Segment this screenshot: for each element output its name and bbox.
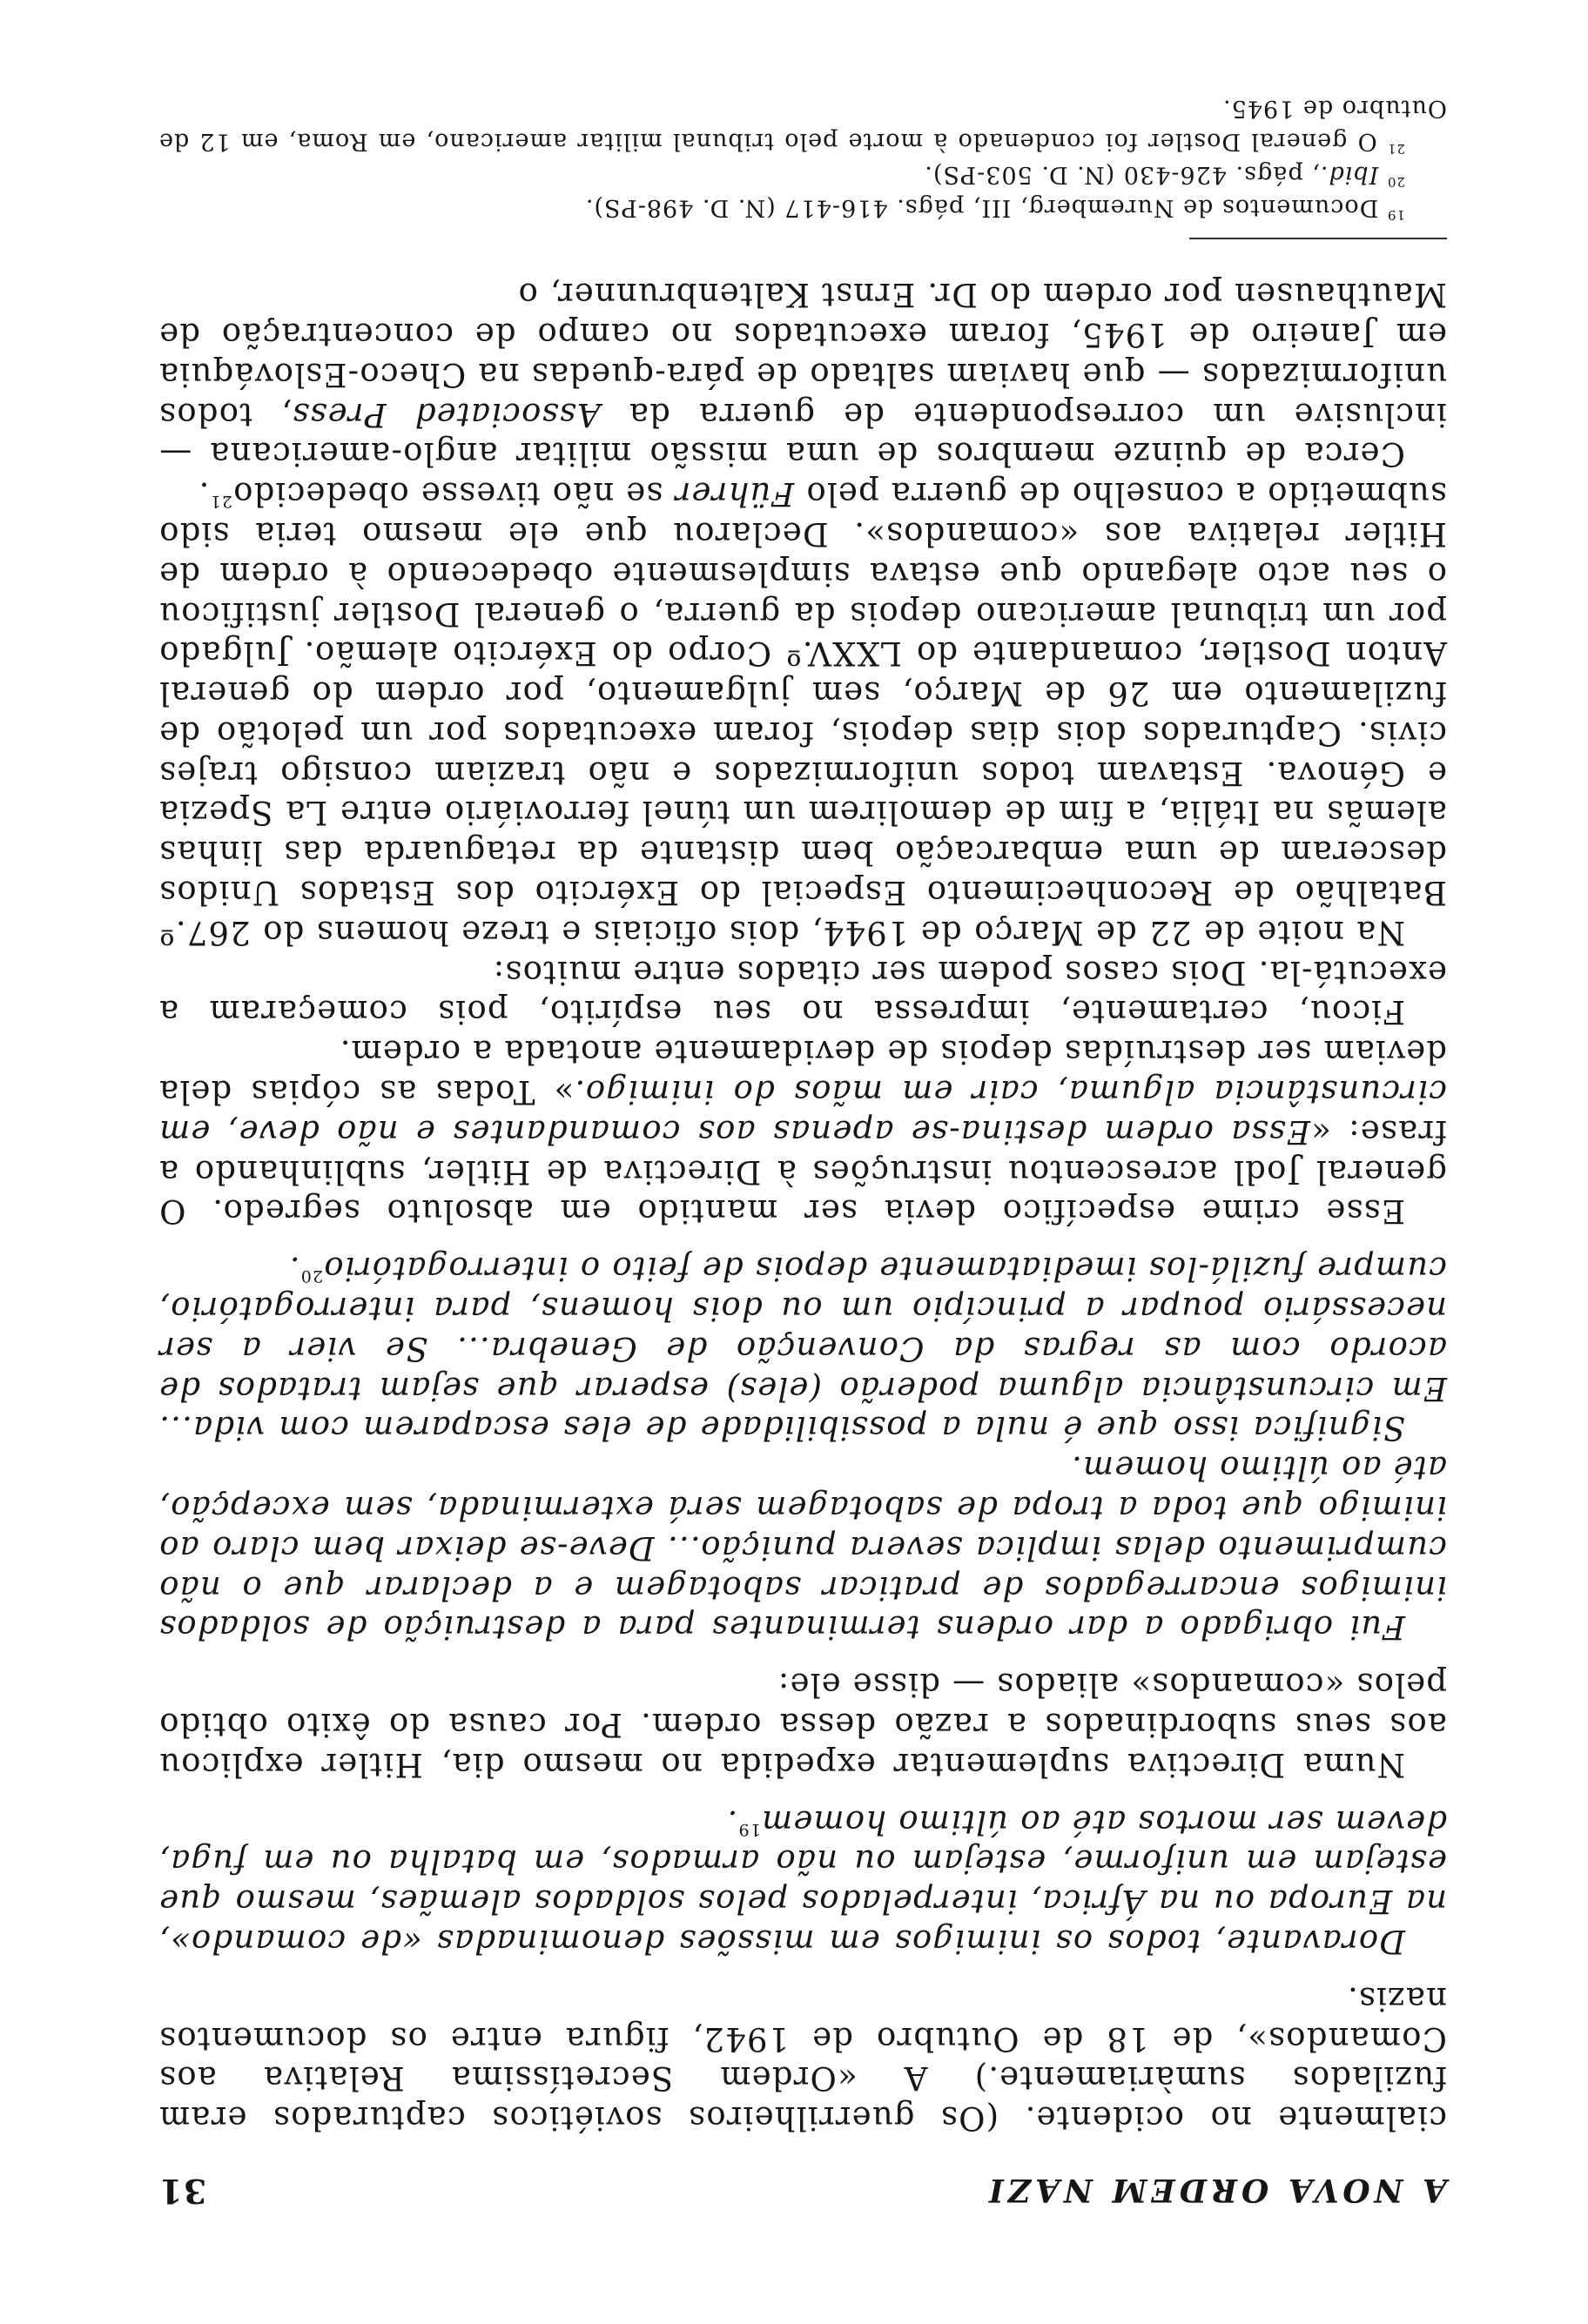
footnote-21 xyxy=(158,91,1447,158)
paragraph-6 xyxy=(158,274,1447,474)
paragraph-5 xyxy=(158,474,1447,952)
footnote-ref-19: 19 xyxy=(737,1819,761,1839)
paragraph-5-mid: se não tivesse obedecido xyxy=(232,475,675,514)
footnote-20-text: , págs. 426-430 (N. D. 503-PS). xyxy=(924,161,1320,189)
quote-1-text xyxy=(158,1802,1447,1961)
quote-1-body: Doravante, todos os inimigos em missões denominadas «de comando», na Europa ou na África, interpelados pelos soldados alemães, mesmo que estejam em uniforme, estejam ou não armados, em batalha ou em fuga, devem ser mortos até ao último homem xyxy=(158,1803,1447,1961)
quote-2-body: Significa isso que é nula a possibilidade de eles escaparem com vida... Em circunstância alguma poderão (eles) esperar que sejam tratados de acordo com as regras da Convenção de Genebra... Se vier a ser necessário poupar a princípio um ou dois homens, para interrogatório, cumpre fuzilá-los imediatamente depois de feito o interrogatório xyxy=(158,1250,1447,1447)
footnote-ref-20: 20 xyxy=(299,1266,324,1286)
running-head xyxy=(158,2169,1447,2211)
quote-2-paragraph-1: Fui obrigado a dar ordens terminantes para a destruição de soldados inimigos encarregados de praticar sabotagem e a declarar que o não cumprimento delas implica severa punição... Deve-se deixar bem claro ao inimigo que toda a tropa de sabotagem será exterminada, sem excepção, até ao último homem. xyxy=(158,1449,1447,1647)
paragraph-6-start: Cerca de quinze membros de uma missão militar anglo-americana — inclusive um correspondente de guerra da xyxy=(158,395,1447,474)
footnote-19-text: Documentos de Nuremberg, III, págs. 416-417 (N. D. 498-PS). xyxy=(584,194,1379,222)
footnote-21-number: 21 xyxy=(1386,141,1405,158)
quote-2-end: . xyxy=(288,1250,300,1288)
footnotes xyxy=(158,91,1447,224)
paragraph-5-end: . xyxy=(198,475,210,514)
quote-1-end: . xyxy=(726,1803,738,1841)
footnote-19-number: 19 xyxy=(1386,207,1405,224)
paragraph-6-end: , todos uniformizados — que haviam saltado de pára-quedas na Checo-Eslováquia em Janeiro de 1945, foram executados no campo de concentração de Mauthausen por ordem do Dr. Ernst Kaltenbrunner, o xyxy=(158,276,1447,433)
paragraph-3-end: » Todas as cópias dela deviam ser destruídas depois de devidamente anotada a ordem. xyxy=(158,1033,1447,1112)
footnote-ref-21: 21 xyxy=(209,492,232,512)
block-quote-1 xyxy=(158,1802,1447,1961)
footnote-separator xyxy=(1189,238,1447,239)
page-content xyxy=(158,91,1447,2211)
paragraph-5-start: Na noite de 22 de Março de 1944, dois oficiais e treze homens do 267.º Batalhão de Reconhecimento Especial do Exército dos Estados Unidos desceram de uma embarcação bem distante da retaguarda das linhas alemãs na Itália, a fim de demolirem um túnel ferroviário entre La Spezia e Génova. Estavam todos uniformizados e não traziam consigo trajes civis. Capturados dois dias depois, foram executados por um pelotão de fuzilamento em 26 de Março, sem julgamento, por ordem do general Anton Dostler, comandante do LXXV.º Corpo do Exército alemão. Julgado por um tribunal americano depois da guerra, o general Dostler justificou o seu acto alegando que estava simplesmente obedecendo à ordem de Hitler relativa aos «comandos». Declarou que ele mesmo teria sido submetido a conselho de guerra pelo xyxy=(158,475,1447,951)
running-title: A NOVA ORDEM NAZI xyxy=(985,2172,1447,2208)
footnote-20-ibid: Ibid. xyxy=(1319,161,1379,189)
page-number: 31 xyxy=(158,2172,207,2211)
paragraph-1: cialmente no ocidente. (Os guerrilheiros soviéticos capturados eram fuzilados sumàriamente.) A «Ordem Secretíssima Relativa aos Comandos», de 18 de Outubro de 1942, figura entre os documentos nazis. xyxy=(158,1979,1447,2138)
paragraph-3-start: Esse crime específico devia ser mantido em absoluto segredo. O general Jodl acrescentou instruções à Directiva de Hitler, sublinhando a frase: « xyxy=(158,1112,1447,1231)
quote-2-paragraph-2 xyxy=(158,1248,1447,1447)
paragraph-3 xyxy=(158,1031,1447,1231)
footnote-20 xyxy=(158,158,1447,191)
paragraph-6-emphasis: Associated Press xyxy=(292,395,601,433)
footnote-21-text: O general Dostler foi condenado à morte pelo tribunal militar americano, em Roma, em 12 de Outubro de 1945. xyxy=(158,95,1447,156)
footnote-19 xyxy=(158,191,1447,224)
paragraph-2: Numa Directiva suplementar expedida no mesmo dia, Hitler explicou aos seus subordinados a razão dessa ordem. Por causa do êxito obtido pelos «comandos» aliados — disse ele: xyxy=(158,1666,1447,1783)
paragraph-3-emphasis: Essa ordem destina-se apenas aos comandantes e não deve, em circunstância alguma, cair em mãos do inimigo. xyxy=(158,1073,1447,1151)
block-quote-2 xyxy=(158,1248,1447,1647)
paragraph-4: Ficou, certamente, impressa no seu espírito, pois começaram a executá-la. Dois casos podem ser citados entre muitos: xyxy=(158,953,1447,1031)
footnote-20-number: 20 xyxy=(1386,174,1405,191)
paragraph-5-emphasis: Führer xyxy=(674,475,795,514)
